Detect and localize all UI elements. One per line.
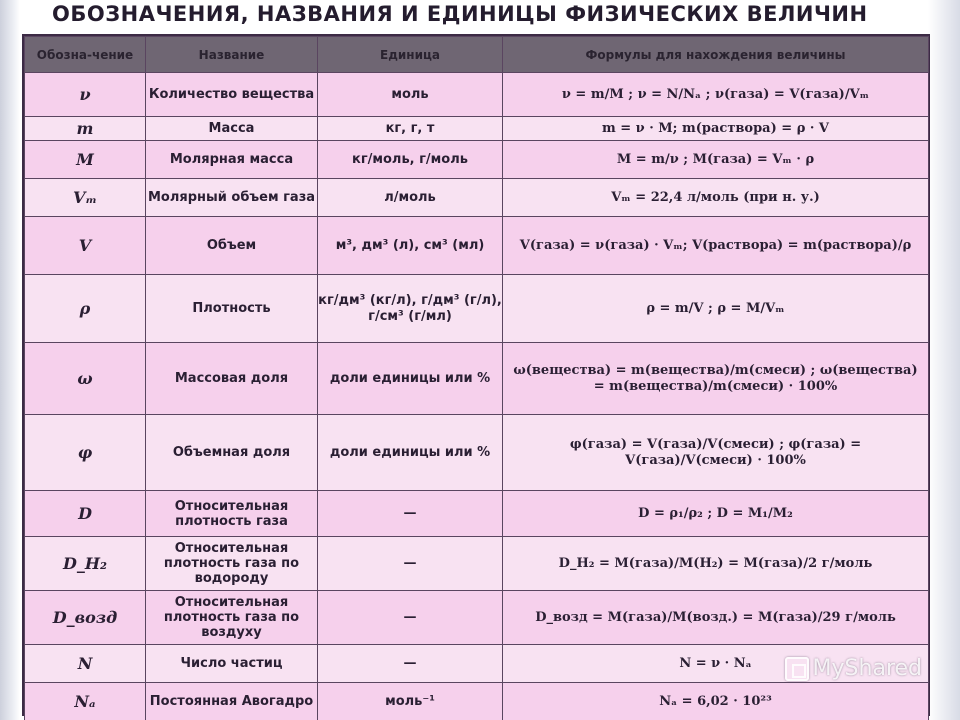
cell-formula: φ(газа) = V(газа)/V(смеси) ; φ(газа) = V(газа)/V(смеси) · 100% <box>503 415 929 491</box>
cell-name: Количество вещества <box>146 73 318 117</box>
header-symbol: Обозна-чение <box>25 37 146 73</box>
cell-formula: m = ν · M; m(раствора) = ρ · V <box>503 117 929 141</box>
cell-symbol: Nₐ <box>25 683 146 720</box>
cell-symbol: D <box>25 491 146 537</box>
cell-symbol: M <box>25 141 146 179</box>
cell-formula: Vₘ = 22,4 л/моль (при н. у.) <box>503 179 929 217</box>
cell-formula: Nₐ = 6,02 · 10²³ <box>503 683 929 720</box>
cell-symbol: m <box>25 117 146 141</box>
cell-unit: м³, дм³ (л), см³ (мл) <box>318 217 503 275</box>
table-row <box>25 343 929 415</box>
cell-formula: ρ = m/V ; ρ = M/Vₘ <box>503 275 929 343</box>
watermark <box>785 656 922 681</box>
cell-name: Объем <box>146 217 318 275</box>
cell-symbol: N <box>25 645 146 683</box>
cell-symbol: D_возд <box>25 591 146 645</box>
table-row <box>25 73 929 117</box>
cell-unit: моль <box>318 73 503 117</box>
cell-unit: кг/моль, г/моль <box>318 141 503 179</box>
cell-unit: — <box>318 491 503 537</box>
left-edge-shade <box>0 0 20 720</box>
watermark-text: MyShared <box>812 656 922 681</box>
table-row <box>25 491 929 537</box>
cell-unit: моль⁻¹ <box>318 683 503 720</box>
table-row <box>25 117 929 141</box>
cell-formula: D = ρ₁/ρ₂ ; D = M₁/M₂ <box>503 491 929 537</box>
cell-formula: D_возд = M(газа)/M(возд.) = M(газа)/29 г/моль <box>503 591 929 645</box>
cell-unit: — <box>318 591 503 645</box>
cell-formula: N = ν · Nₐ <box>503 645 929 683</box>
quantities-table <box>22 34 930 716</box>
page-title: ОБОЗНАЧЕНИЯ, НАЗВАНИЯ И ЕДИНИЦЫ ФИЗИЧЕСКИХ ВЕЛИЧИН <box>52 2 868 26</box>
header-name: Название <box>146 37 318 73</box>
cell-symbol: φ <box>25 415 146 491</box>
cell-symbol: V <box>25 217 146 275</box>
cell-name: Относительная плотность газа по воздуху <box>146 591 318 645</box>
watermark-logo-icon <box>785 657 809 681</box>
table-row <box>25 275 929 343</box>
cell-unit: кг, г, т <box>318 117 503 141</box>
cell-symbol: ν <box>25 73 146 117</box>
cell-name: Масса <box>146 117 318 141</box>
cell-name: Постоянная Авогадро <box>146 683 318 720</box>
table-row <box>25 415 929 491</box>
table-row <box>25 591 929 645</box>
cell-unit: л/моль <box>318 179 503 217</box>
cell-name: Относительная плотность газа <box>146 491 318 537</box>
cell-formula: M = m/ν ; M(газа) = Vₘ · ρ <box>503 141 929 179</box>
cell-formula: D_H₂ = M(газа)/M(H₂) = M(газа)/2 г/моль <box>503 537 929 591</box>
cell-symbol: D_H₂ <box>25 537 146 591</box>
cell-name: Объемная доля <box>146 415 318 491</box>
header-formula: Формулы для нахождения величины <box>503 37 929 73</box>
header-unit: Единица <box>318 37 503 73</box>
cell-formula: ω(вещества) = m(вещества)/m(смеси) ; ω(вещества) = m(вещества)/m(смеси) · 100% <box>503 343 929 415</box>
cell-unit: доли единицы или % <box>318 343 503 415</box>
table-row <box>25 179 929 217</box>
table-row <box>25 683 929 720</box>
cell-symbol: ρ <box>25 275 146 343</box>
table-row <box>25 537 929 591</box>
cell-name: Молярная масса <box>146 141 318 179</box>
cell-name: Массовая доля <box>146 343 318 415</box>
cell-symbol: Vₘ <box>25 179 146 217</box>
cell-formula: V(газа) = ν(газа) · Vₘ; V(раствора) = m(раствора)/ρ <box>503 217 929 275</box>
cell-unit: — <box>318 645 503 683</box>
cell-unit: кг/дм³ (кг/л), г/дм³ (г/л), г/см³ (г/мл) <box>318 275 503 343</box>
cell-name: Плотность <box>146 275 318 343</box>
cell-formula: ν = m/M ; ν = N/Nₐ ; ν(газа) = V(газа)/Vₘ <box>503 73 929 117</box>
cell-name: Относительная плотность газа по водороду <box>146 537 318 591</box>
cell-name: Молярный объем газа <box>146 179 318 217</box>
cell-name: Число частиц <box>146 645 318 683</box>
table-row <box>25 141 929 179</box>
cell-unit: — <box>318 537 503 591</box>
cell-symbol: ω <box>25 343 146 415</box>
right-edge-shade <box>928 0 960 720</box>
table-row <box>25 217 929 275</box>
cell-unit: доли единицы или % <box>318 415 503 491</box>
